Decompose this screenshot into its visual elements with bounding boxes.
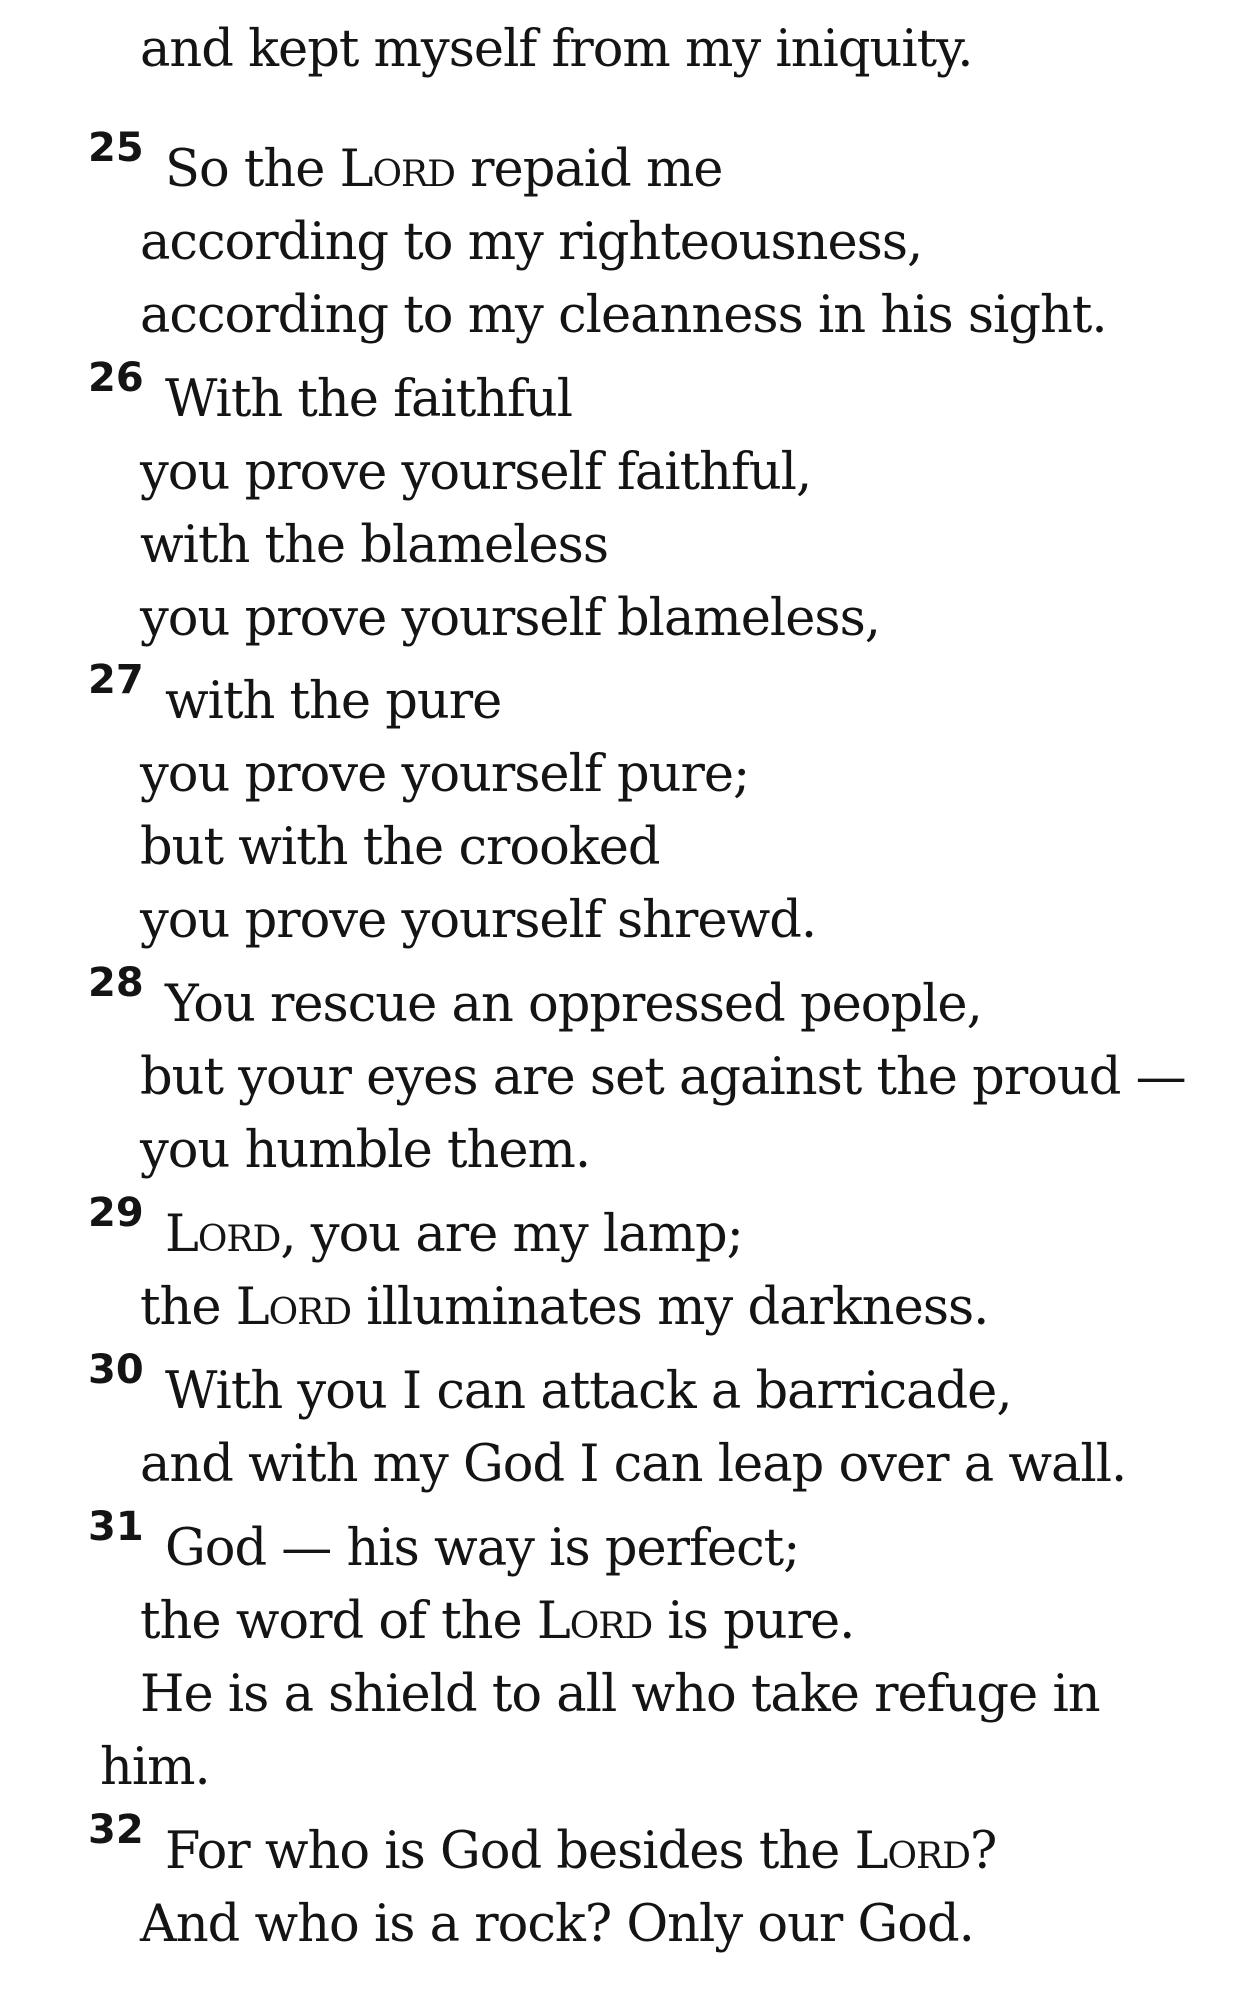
verse-first-line bbox=[165, 1205, 743, 1265]
poetry-line bbox=[140, 286, 1107, 346]
line-text: So the bbox=[165, 140, 340, 199]
verse-number: 26 bbox=[88, 355, 144, 401]
verse-number: 25 bbox=[88, 125, 144, 171]
line-text: you prove yourself pure; bbox=[140, 745, 750, 804]
poetry-line bbox=[140, 1665, 1100, 1725]
verse-first-line bbox=[165, 370, 572, 430]
poetry-line bbox=[140, 20, 972, 80]
line-text: the bbox=[140, 1278, 236, 1337]
line-text: and with my God I can leap over a wall. bbox=[140, 1435, 1127, 1494]
poetry-line bbox=[140, 443, 811, 503]
line-text: ? bbox=[969, 1822, 997, 1881]
line-text: you prove yourself blameless, bbox=[140, 589, 880, 648]
poetry-line bbox=[140, 818, 660, 878]
poetry-line bbox=[140, 1895, 974, 1955]
poetry-line bbox=[140, 1592, 854, 1652]
line-text: You rescue an oppressed people, bbox=[165, 975, 982, 1034]
verse-first-line bbox=[165, 1519, 799, 1579]
line-text: according to my cleanness in his sight. bbox=[140, 286, 1107, 345]
line-text: with the blameless bbox=[140, 516, 608, 575]
poetry-line bbox=[140, 745, 749, 805]
poetry-line bbox=[140, 516, 608, 576]
line-text: is pure. bbox=[652, 1592, 855, 1651]
poetry-line bbox=[140, 589, 880, 649]
line-text: him. bbox=[100, 1738, 210, 1797]
verse-number: 32 bbox=[88, 1807, 144, 1853]
line-text: you prove yourself faithful, bbox=[140, 443, 812, 502]
verse-number: 30 bbox=[88, 1347, 144, 1393]
poetry-line bbox=[140, 1278, 988, 1338]
line-text: you prove yourself shrewd. bbox=[140, 891, 817, 950]
line-text: With you I can attack a barricade, bbox=[165, 1362, 1012, 1421]
line-text: God — his way is perfect; bbox=[165, 1519, 800, 1578]
verse-first-line bbox=[165, 1362, 1012, 1422]
line-text: you humble them. bbox=[140, 1121, 591, 1180]
verse-first-line bbox=[165, 140, 723, 200]
verse-first-line bbox=[165, 1822, 996, 1882]
line-text: For who is God besides the bbox=[165, 1822, 855, 1881]
line-text: repaid me bbox=[454, 140, 723, 199]
poetry-line bbox=[140, 1121, 590, 1181]
verse-number: 28 bbox=[88, 960, 144, 1006]
divine-name: Lord bbox=[536, 1592, 653, 1651]
verse-number: 31 bbox=[88, 1504, 144, 1550]
divine-name: Lord bbox=[165, 1205, 281, 1264]
line-text: He is a shield to all who take refuge in bbox=[140, 1665, 1100, 1724]
line-text: but your eyes are set against the proud — bbox=[140, 1048, 1186, 1107]
line-text: , you are my lamp; bbox=[280, 1205, 743, 1264]
line-text: with the pure bbox=[165, 672, 502, 731]
line-text: illuminates my darkness. bbox=[351, 1278, 989, 1337]
line-text: And who is a rock? Only our God. bbox=[140, 1895, 974, 1954]
verse-first-line bbox=[165, 672, 501, 732]
line-text: according to my righteousness, bbox=[140, 213, 923, 272]
wrapped-line bbox=[100, 1738, 210, 1798]
verse-first-line bbox=[165, 975, 982, 1035]
poetry-line bbox=[140, 213, 922, 273]
verse-number: 27 bbox=[88, 657, 144, 703]
line-text: and kept myself from my iniquity. bbox=[140, 20, 973, 79]
divine-name: Lord bbox=[854, 1822, 970, 1881]
divine-name: Lord bbox=[339, 140, 455, 199]
poetry-line bbox=[140, 1435, 1126, 1495]
verse-number: 29 bbox=[88, 1190, 144, 1236]
divine-name: Lord bbox=[235, 1278, 352, 1337]
poetry-line bbox=[140, 1048, 1186, 1108]
line-text: the word of the bbox=[140, 1592, 537, 1651]
line-text: but with the crooked bbox=[140, 818, 660, 877]
poetry-line bbox=[140, 891, 816, 951]
line-text: With the faithful bbox=[165, 370, 573, 429]
